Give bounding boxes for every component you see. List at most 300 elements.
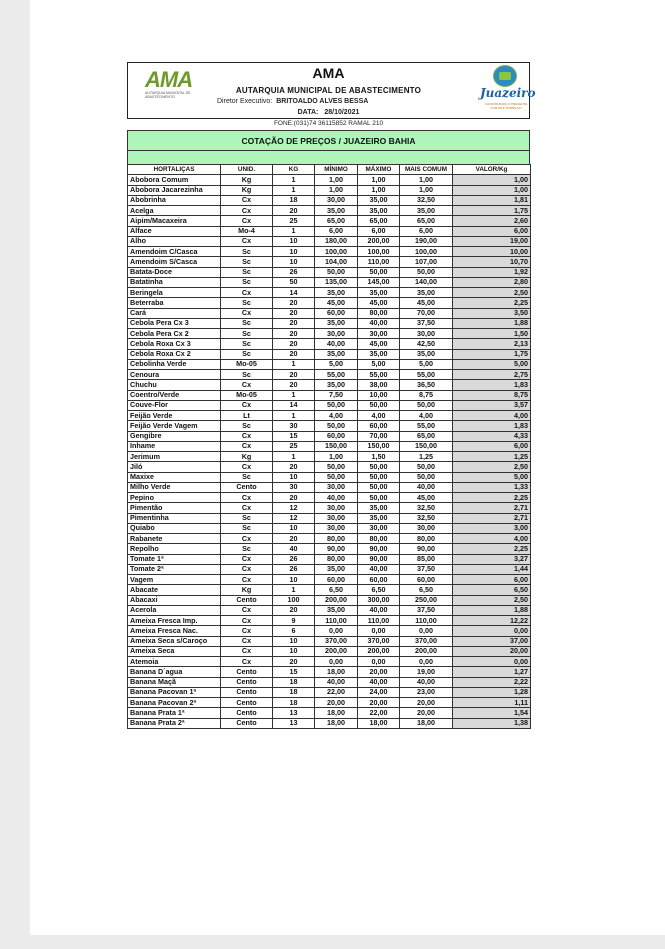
kg-cell: 1: [273, 175, 315, 185]
price-per-kg-cell: 37,00: [453, 636, 531, 646]
minimum-price-cell: 30,00: [315, 482, 358, 492]
table-row: [128, 411, 531, 421]
price-per-kg-cell: 2,71: [453, 513, 531, 523]
maximum-price-cell: 50,00: [358, 267, 400, 277]
minimum-price-cell: 100,00: [315, 247, 358, 257]
unit-cell: Sc: [221, 257, 273, 267]
kg-cell: 1: [273, 390, 315, 400]
most-common-price-cell: 40,00: [400, 482, 453, 492]
unit-cell: Mo-05: [221, 359, 273, 369]
product-name-cell: Batatinha: [128, 277, 221, 287]
minimum-price-cell: 50,00: [315, 421, 358, 431]
minimum-price-cell: 200,00: [315, 646, 358, 656]
price-per-kg-cell: 3,00: [453, 523, 531, 533]
unit-cell: Cx: [221, 605, 273, 615]
unit-cell: Cx: [221, 216, 273, 226]
unit-cell: Sc: [221, 544, 273, 554]
minimum-price-cell: 60,00: [315, 431, 358, 441]
table-row: [128, 298, 531, 308]
unit-cell: Cx: [221, 636, 273, 646]
kg-cell: 10: [273, 523, 315, 533]
minimum-price-cell: 18,00: [315, 708, 358, 718]
most-common-price-cell: 140,00: [400, 277, 453, 287]
table-row: [128, 595, 531, 605]
table-row: [128, 667, 531, 677]
price-per-kg-cell: 5,00: [453, 359, 531, 369]
unit-cell: Cx: [221, 288, 273, 298]
product-name-cell: Ameixa Fresca Nac.: [128, 626, 221, 636]
unit-cell: Kg: [221, 585, 273, 595]
most-common-price-cell: 20,00: [400, 698, 453, 708]
product-name-cell: Ameixa Seca: [128, 646, 221, 656]
most-common-price-cell: 50,00: [400, 267, 453, 277]
table-row: [128, 431, 531, 441]
unit-cell: Cx: [221, 626, 273, 636]
product-name-cell: Banana Pacovan 2ª: [128, 698, 221, 708]
most-common-price-cell: 30,00: [400, 329, 453, 339]
price-per-kg-cell: 12,22: [453, 616, 531, 626]
price-per-kg-cell: 3,27: [453, 554, 531, 564]
price-per-kg-cell: 10,00: [453, 247, 531, 257]
maximum-price-cell: 6,00: [358, 226, 400, 236]
product-name-cell: Amendoim C/Casca: [128, 247, 221, 257]
unit-cell: Sc: [221, 247, 273, 257]
maximum-price-cell: 370,00: [358, 636, 400, 646]
price-per-kg-cell: 6,00: [453, 441, 531, 451]
maximum-price-cell: 145,00: [358, 277, 400, 287]
juazeiro-slogan: CONSTRUINDO O PRESENTE COM FÉ E TRABALHO: [484, 102, 528, 110]
unit-cell: Cento: [221, 677, 273, 687]
minimum-price-cell: 30,00: [315, 195, 358, 205]
most-common-price-cell: 100,00: [400, 247, 453, 257]
maximum-price-cell: 1,00: [358, 185, 400, 195]
maximum-price-cell: 5,00: [358, 359, 400, 369]
product-name-cell: Cebola Roxa Cx 3: [128, 339, 221, 349]
price-per-kg-cell: 2,13: [453, 339, 531, 349]
kg-cell: 20: [273, 206, 315, 216]
most-common-price-cell: 45,00: [400, 493, 453, 503]
unit-cell: Cento: [221, 595, 273, 605]
product-name-cell: Gengibre: [128, 431, 221, 441]
most-common-price-cell: 70,00: [400, 308, 453, 318]
kg-cell: 100: [273, 595, 315, 605]
table-row: [128, 247, 531, 257]
maximum-price-cell: 40,00: [358, 677, 400, 687]
ama-logo-text: AMA: [145, 67, 193, 92]
maximum-price-cell: 60,00: [358, 575, 400, 585]
most-common-price-cell: 40,00: [400, 677, 453, 687]
price-per-kg-cell: 1,75: [453, 349, 531, 359]
unit-cell: Mo-4: [221, 226, 273, 236]
most-common-price-cell: 65,00: [400, 216, 453, 226]
maximum-price-cell: 18,00: [358, 718, 400, 728]
date-value: 28/10/2021: [324, 109, 360, 116]
kg-cell: 20: [273, 380, 315, 390]
product-name-cell: Quiabo: [128, 523, 221, 533]
document-page: [30, 0, 665, 935]
maximum-price-cell: 50,00: [358, 400, 400, 410]
product-name-cell: Atemoia: [128, 657, 221, 667]
minimum-price-cell: 35,00: [315, 349, 358, 359]
price-per-kg-cell: 2,50: [453, 462, 531, 472]
most-common-price-cell: 150,00: [400, 441, 453, 451]
table-row: [128, 503, 531, 513]
minimum-price-cell: 150,00: [315, 441, 358, 451]
minimum-price-cell: 35,00: [315, 380, 358, 390]
minimum-price-cell: 30,00: [315, 513, 358, 523]
table-row: [128, 359, 531, 369]
maximum-price-cell: 100,00: [358, 247, 400, 257]
unit-cell: Sc: [221, 318, 273, 328]
price-per-kg-cell: 1,88: [453, 605, 531, 615]
col-header-valor-kg: VALOR/Kg: [453, 165, 531, 175]
minimum-price-cell: 0,00: [315, 626, 358, 636]
maximum-price-cell: 30,00: [358, 523, 400, 533]
table-row: [128, 657, 531, 667]
maximum-price-cell: 200,00: [358, 646, 400, 656]
kg-cell: 40: [273, 544, 315, 554]
kg-cell: 26: [273, 267, 315, 277]
title-spacer: [127, 151, 530, 164]
table-row: [128, 554, 531, 564]
unit-cell: Lt: [221, 411, 273, 421]
minimum-price-cell: 135,00: [315, 277, 358, 287]
minimum-price-cell: 180,00: [315, 236, 358, 246]
maximum-price-cell: 20,00: [358, 698, 400, 708]
product-name-cell: Alface: [128, 226, 221, 236]
unit-cell: Cento: [221, 687, 273, 697]
unit-cell: Cx: [221, 503, 273, 513]
col-header-mais-comum: MAIS COMUM: [400, 165, 453, 175]
most-common-price-cell: 35,00: [400, 206, 453, 216]
maximum-price-cell: 0,00: [358, 657, 400, 667]
product-name-cell: Aipim/Macaxeira: [128, 216, 221, 226]
unit-cell: Cento: [221, 482, 273, 492]
price-per-kg-cell: 3,57: [453, 400, 531, 410]
unit-cell: Cx: [221, 564, 273, 574]
most-common-price-cell: 35,00: [400, 288, 453, 298]
product-name-cell: Coentro/Verde: [128, 390, 221, 400]
kg-cell: 1: [273, 411, 315, 421]
unit-cell: Cx: [221, 206, 273, 216]
kg-cell: 18: [273, 687, 315, 697]
maximum-price-cell: 150,00: [358, 441, 400, 451]
maximum-price-cell: 45,00: [358, 298, 400, 308]
table-row: [128, 206, 531, 216]
table-row: [128, 523, 531, 533]
kg-cell: 20: [273, 329, 315, 339]
product-name-cell: Milho Verde: [128, 482, 221, 492]
unit-cell: Kg: [221, 185, 273, 195]
org-full-name: AUTARQUIA MUNICIPAL DE ABASTECIMENTO: [235, 86, 422, 95]
table-row: [128, 226, 531, 236]
most-common-price-cell: 55,00: [400, 421, 453, 431]
unit-cell: Cx: [221, 195, 273, 205]
maximum-price-cell: 90,00: [358, 544, 400, 554]
most-common-price-cell: 20,00: [400, 708, 453, 718]
table-row: [128, 452, 531, 462]
most-common-price-cell: 80,00: [400, 534, 453, 544]
director-line: [217, 98, 368, 105]
minimum-price-cell: 40,00: [315, 677, 358, 687]
price-per-kg-cell: 1,00: [453, 175, 531, 185]
unit-cell: Cx: [221, 400, 273, 410]
price-per-kg-cell: 1,83: [453, 421, 531, 431]
product-name-cell: Banana Pacovan 1ª: [128, 687, 221, 697]
price-per-kg-cell: 8,75: [453, 390, 531, 400]
minimum-price-cell: 110,00: [315, 616, 358, 626]
price-per-kg-cell: 2,80: [453, 277, 531, 287]
maximum-price-cell: 0,00: [358, 626, 400, 636]
price-per-kg-cell: 20,00: [453, 646, 531, 656]
minimum-price-cell: 35,00: [315, 564, 358, 574]
maximum-price-cell: 10,00: [358, 390, 400, 400]
product-name-cell: Cará: [128, 308, 221, 318]
maximum-price-cell: 24,00: [358, 687, 400, 697]
product-name-cell: Feijão Verde: [128, 411, 221, 421]
kg-cell: 25: [273, 441, 315, 451]
most-common-price-cell: 1,25: [400, 452, 453, 462]
price-per-kg-cell: 1,88: [453, 318, 531, 328]
minimum-price-cell: 18,00: [315, 667, 358, 677]
most-common-price-cell: 5,00: [400, 359, 453, 369]
price-per-kg-cell: 1,44: [453, 564, 531, 574]
kg-cell: 20: [273, 605, 315, 615]
product-name-cell: Tomate 1ª: [128, 554, 221, 564]
table-row: [128, 216, 531, 226]
product-name-cell: Pepino: [128, 493, 221, 503]
unit-cell: Mo-05: [221, 390, 273, 400]
product-name-cell: Batata-Doce: [128, 267, 221, 277]
unit-cell: Sc: [221, 298, 273, 308]
most-common-price-cell: 32,50: [400, 513, 453, 523]
most-common-price-cell: 190,00: [400, 236, 453, 246]
most-common-price-cell: 6,00: [400, 226, 453, 236]
price-per-kg-cell: 2,25: [453, 298, 531, 308]
kg-cell: 10: [273, 472, 315, 482]
maximum-price-cell: 45,00: [358, 339, 400, 349]
table-header-row: [128, 165, 531, 175]
minimum-price-cell: 65,00: [315, 216, 358, 226]
director-name: BRITOALDO ALVES BESSA: [276, 98, 369, 105]
price-per-kg-cell: 1,25: [453, 452, 531, 462]
maximum-price-cell: 1,00: [358, 175, 400, 185]
most-common-price-cell: 107,00: [400, 257, 453, 267]
minimum-price-cell: 30,00: [315, 523, 358, 533]
unit-cell: Sc: [221, 472, 273, 482]
product-name-cell: Jiló: [128, 462, 221, 472]
product-name-cell: Abobora Comum: [128, 175, 221, 185]
product-name-cell: Maxixe: [128, 472, 221, 482]
kg-cell: 30: [273, 421, 315, 431]
most-common-price-cell: 250,00: [400, 595, 453, 605]
price-per-kg-cell: 1,81: [453, 195, 531, 205]
table-row: [128, 482, 531, 492]
product-name-cell: Pimentão: [128, 503, 221, 513]
table-row: [128, 329, 531, 339]
most-common-price-cell: 110,00: [400, 616, 453, 626]
product-name-cell: Cebola Roxa Cx 2: [128, 349, 221, 359]
table-row: [128, 175, 531, 185]
table-row: [128, 544, 531, 554]
table-row: [128, 626, 531, 636]
maximum-price-cell: 40,00: [358, 318, 400, 328]
maximum-price-cell: 110,00: [358, 257, 400, 267]
most-common-price-cell: 50,00: [400, 472, 453, 482]
unit-cell: Cx: [221, 380, 273, 390]
director-label: Diretor Executivo:: [217, 98, 273, 105]
col-header-minimo: MÍNIMO: [315, 165, 358, 175]
juazeiro-logo: [478, 65, 536, 117]
price-per-kg-cell: 1,92: [453, 267, 531, 277]
price-per-kg-cell: 10,70: [453, 257, 531, 267]
minimum-price-cell: 80,00: [315, 554, 358, 564]
most-common-price-cell: 37,50: [400, 564, 453, 574]
minimum-price-cell: 104,00: [315, 257, 358, 267]
price-per-kg-cell: 1,38: [453, 718, 531, 728]
price-per-kg-cell: 2,71: [453, 503, 531, 513]
kg-cell: 18: [273, 677, 315, 687]
table-row: [128, 687, 531, 697]
maximum-price-cell: 38,00: [358, 380, 400, 390]
most-common-price-cell: 37,50: [400, 318, 453, 328]
table-row: [128, 708, 531, 718]
kg-cell: 10: [273, 636, 315, 646]
kg-cell: 26: [273, 564, 315, 574]
kg-cell: 10: [273, 646, 315, 656]
maximum-price-cell: 50,00: [358, 472, 400, 482]
minimum-price-cell: 30,00: [315, 503, 358, 513]
minimum-price-cell: 20,00: [315, 698, 358, 708]
kg-cell: 1: [273, 226, 315, 236]
col-header-unid: UNID.: [221, 165, 273, 175]
price-per-kg-cell: 1,50: [453, 329, 531, 339]
price-per-kg-cell: 1,54: [453, 708, 531, 718]
maximum-price-cell: 40,00: [358, 605, 400, 615]
table-row: [128, 308, 531, 318]
most-common-price-cell: 4,00: [400, 411, 453, 421]
kg-cell: 20: [273, 493, 315, 503]
minimum-price-cell: 35,00: [315, 605, 358, 615]
unit-cell: Sc: [221, 421, 273, 431]
unit-cell: Cx: [221, 575, 273, 585]
minimum-price-cell: 200,00: [315, 595, 358, 605]
kg-cell: 9: [273, 616, 315, 626]
document-header: [127, 62, 536, 119]
product-name-cell: Chuchu: [128, 380, 221, 390]
most-common-price-cell: 32,50: [400, 503, 453, 513]
table-row: [128, 677, 531, 687]
unit-cell: Sc: [221, 523, 273, 533]
product-name-cell: Ameixa Fresca Imp.: [128, 616, 221, 626]
maximum-price-cell: 50,00: [358, 493, 400, 503]
product-name-cell: Banana D´agua: [128, 667, 221, 677]
unit-cell: Sc: [221, 349, 273, 359]
most-common-price-cell: 36,50: [400, 380, 453, 390]
kg-cell: 26: [273, 554, 315, 564]
kg-cell: 25: [273, 216, 315, 226]
table-row: [128, 493, 531, 503]
minimum-price-cell: 40,00: [315, 339, 358, 349]
most-common-price-cell: 30,00: [400, 523, 453, 533]
product-name-cell: Cenoura: [128, 370, 221, 380]
kg-cell: 13: [273, 708, 315, 718]
price-per-kg-cell: 6,50: [453, 585, 531, 595]
minimum-price-cell: 80,00: [315, 534, 358, 544]
table-row: [128, 718, 531, 728]
minimum-price-cell: 7,50: [315, 390, 358, 400]
table-row: [128, 370, 531, 380]
product-name-cell: Banana Prata 1ª: [128, 708, 221, 718]
kg-cell: 18: [273, 698, 315, 708]
kg-cell: 1: [273, 452, 315, 462]
product-name-cell: Banana Maçã: [128, 677, 221, 687]
most-common-price-cell: 90,00: [400, 544, 453, 554]
unit-cell: Cento: [221, 708, 273, 718]
maximum-price-cell: 200,00: [358, 236, 400, 246]
table-row: [128, 288, 531, 298]
price-per-kg-cell: 2,22: [453, 677, 531, 687]
unit-cell: Sc: [221, 329, 273, 339]
unit-cell: Sc: [221, 277, 273, 287]
maximum-price-cell: 80,00: [358, 534, 400, 544]
table-row: [128, 257, 531, 267]
price-per-kg-cell: 4,33: [453, 431, 531, 441]
col-header-kg: KG: [273, 165, 315, 175]
table-row: [128, 636, 531, 646]
product-name-cell: Beterraba: [128, 298, 221, 308]
minimum-price-cell: 60,00: [315, 575, 358, 585]
minimum-price-cell: 45,00: [315, 298, 358, 308]
table-row: [128, 318, 531, 328]
most-common-price-cell: 65,00: [400, 431, 453, 441]
juazeiro-crest-icon: [493, 65, 517, 87]
most-common-price-cell: 42,50: [400, 339, 453, 349]
minimum-price-cell: 22,00: [315, 687, 358, 697]
minimum-price-cell: 5,00: [315, 359, 358, 369]
kg-cell: 20: [273, 462, 315, 472]
kg-cell: 30: [273, 482, 315, 492]
minimum-price-cell: 0,00: [315, 657, 358, 667]
kg-cell: 20: [273, 318, 315, 328]
product-name-cell: Abacaxi: [128, 595, 221, 605]
maximum-price-cell: 40,00: [358, 564, 400, 574]
table-row: [128, 605, 531, 615]
most-common-price-cell: 200,00: [400, 646, 453, 656]
product-name-cell: Inhame: [128, 441, 221, 451]
product-name-cell: Beringela: [128, 288, 221, 298]
maximum-price-cell: 50,00: [358, 482, 400, 492]
col-header-hortalicas: HORTALIÇAS: [128, 165, 221, 175]
table-row: [128, 441, 531, 451]
product-name-cell: Tomate 2ª: [128, 564, 221, 574]
most-common-price-cell: 85,00: [400, 554, 453, 564]
unit-cell: Cx: [221, 236, 273, 246]
table-row: [128, 195, 531, 205]
maximum-price-cell: 35,00: [358, 349, 400, 359]
most-common-price-cell: 55,00: [400, 370, 453, 380]
price-per-kg-cell: 6,00: [453, 226, 531, 236]
price-table: [127, 164, 531, 729]
maximum-price-cell: 300,00: [358, 595, 400, 605]
kg-cell: 15: [273, 431, 315, 441]
price-per-kg-cell: 1,33: [453, 482, 531, 492]
maximum-price-cell: 55,00: [358, 370, 400, 380]
price-per-kg-cell: 2,60: [453, 216, 531, 226]
table-row: [128, 462, 531, 472]
product-name-cell: Cebola Pera Cx 2: [128, 329, 221, 339]
price-per-kg-cell: 1,11: [453, 698, 531, 708]
